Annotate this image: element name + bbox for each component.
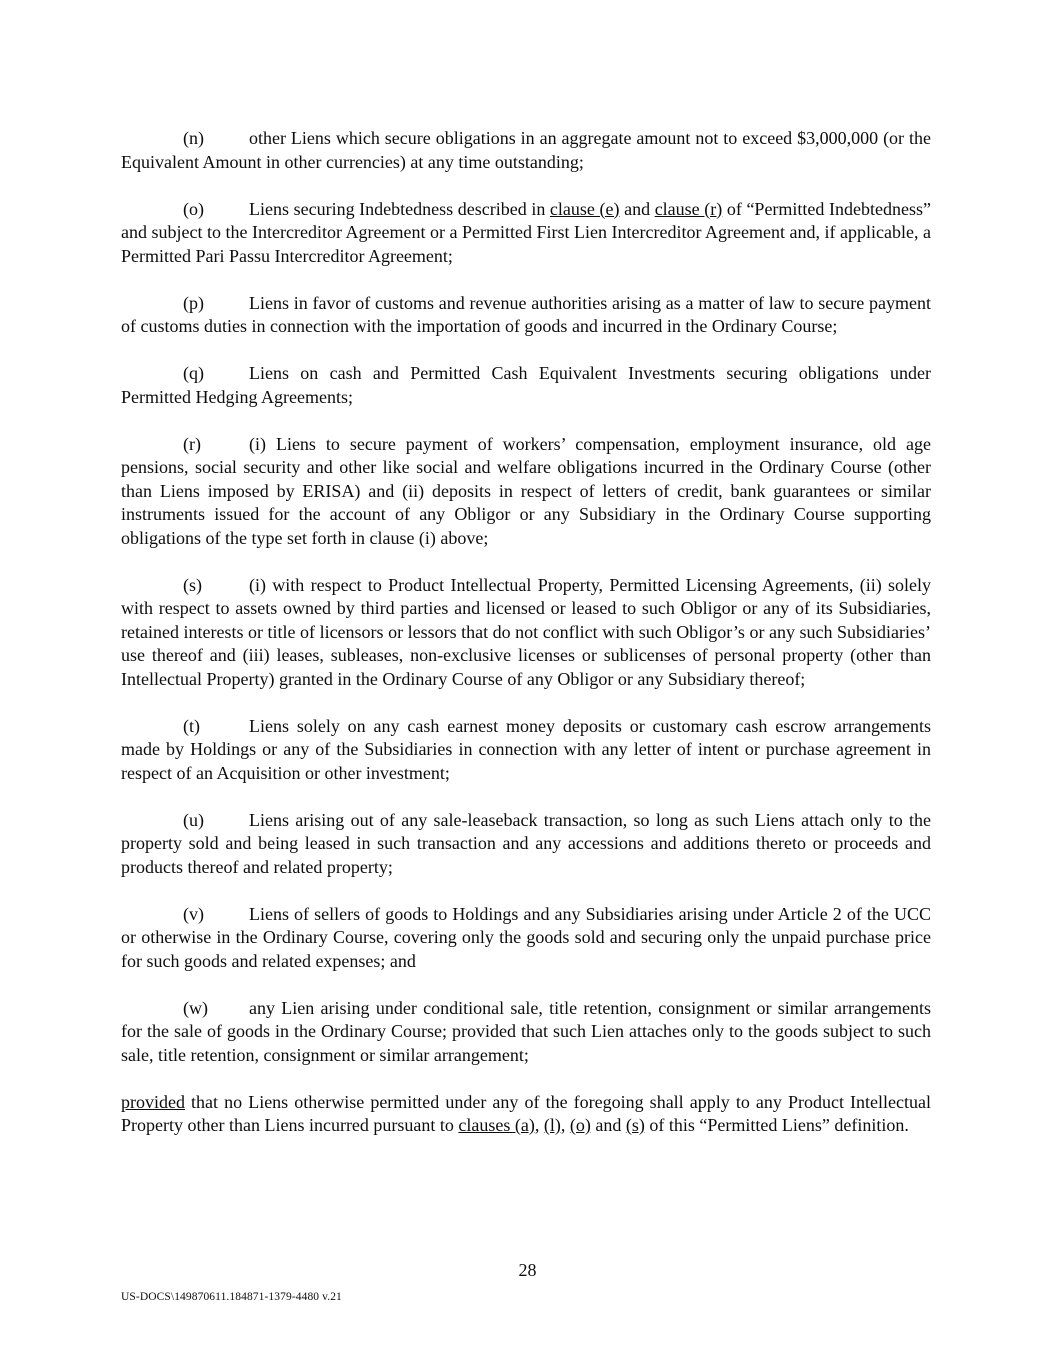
clause-label-s: (s) — [183, 574, 202, 595]
paragraph-r — [121, 433, 931, 551]
proviso-text: , — [560, 1115, 570, 1135]
clause-text-p: Liens in favor of customs and revenue authorities arising as a matter of law to secure payment of customs duties in connection with the importation of goods and incurred in the Ordinary Course; — [121, 292, 931, 336]
clause-text-n: other Liens which secure obligations in an aggregate amount not to exceed $3,000,000 (or the Equivalent Amount in other currencies) at any time outstanding; — [121, 128, 931, 172]
clause-label-r: (r) — [183, 433, 201, 454]
clause-label-q: (q) — [183, 363, 204, 383]
proviso-text: , — [534, 1115, 544, 1135]
paragraph-proviso — [121, 1091, 931, 1138]
clause-text-v: Liens of sellers of goods to Holdings and any Subsidiaries arising under Article 2 of the UCC or otherwise in the Ordinary Course, covering only the goods sold and securing only the unpaid purchase price for such goods and related expenses; and — [121, 903, 931, 971]
clause-text-t: Liens solely on any cash earnest money deposits or customary cash escrow arrangements made by Holdings or any of the Subsidiaries in connection with any letter of intent or purchase agreement in respect of an Acquisition or other investment; — [121, 715, 931, 783]
paragraph-n — [121, 127, 931, 174]
paragraph-w — [121, 997, 931, 1068]
clause-label-u: (u) — [183, 809, 204, 830]
clause-text-r: (i) Liens to secure payment of workers’ compensation, employment insurance, old age pensions, social security and other like social and welfare obligations incurred in the Ordinary Course (other than Liens imposed by ERISA) and (ii) deposits in respect of letters of credit, bank guarantees or similar instruments issued for the account of any Obligor or any Subsidiary in the Ordinary Course supporting obligations of the type set forth in clause (i) above; — [121, 433, 931, 548]
clause-label-w: (w) — [183, 997, 208, 1018]
clause-label-v: (v) — [183, 903, 204, 924]
clause-label-p: (p) — [183, 292, 204, 313]
clause-label-o: (o) — [183, 198, 204, 219]
paragraph-s — [121, 574, 931, 692]
cross-reference-clause-o: (o) — [569, 1115, 591, 1135]
proviso-text: of this “Permitted Liens” definition. — [644, 1115, 909, 1135]
cross-reference-clause-e: clause (e) — [549, 198, 620, 219]
paragraph-p — [121, 292, 931, 339]
clause-label-t: (t) — [183, 715, 200, 736]
proviso-text: that no Liens otherwise permitted under any of the foregoing shall apply to any Product Intellectual Property other than Liens incurred pursuant to — [121, 1091, 931, 1135]
clause-label-n: (n) — [183, 128, 204, 148]
cross-reference-clauses-a: clauses (a) — [458, 1115, 535, 1135]
paragraph-v — [121, 903, 931, 974]
clause-text-o: Liens securing Indebtedness described in — [249, 198, 550, 219]
cross-reference-clause-l: (l) — [543, 1115, 561, 1135]
clause-text-o: of “Permitted Indebtedness” and subject to the Intercreditor Agreement or a Permitted First Lien Intercreditor Agreement and, if applicable, a Permitted Pari Passu Intercreditor Agreement; — [121, 198, 931, 266]
cross-reference-clause-s: (s) — [625, 1115, 645, 1135]
body-text — [121, 127, 931, 1138]
clause-text-s: (i) with respect to Product Intellectual Property, Permitted Licensing Agreements, (ii) solely with respect to assets owned by third parties and licensed or leased to such Obligor or any of its Subsidiaries, retained interests or title of licensors or lessors that do not conflict with such Obligor’s or any such Subsidiaries’ use thereof and (iii) leases, subleases, non-exclusive licenses or sublicenses of personal property (other than Intellectual Property) granted in the Ordinary Course of any Obligor or any Subsidiary thereof; — [121, 574, 931, 689]
cross-reference-clause-r: clause (r) — [654, 198, 723, 219]
paragraph-q — [121, 362, 931, 409]
paragraph-u — [121, 809, 931, 880]
clause-text-u: Liens arising out of any sale-leaseback transaction, so long as such Liens attach only to the property sold and being leased in such transaction and any accessions and additions thereto or proceeds and products thereof and related property; — [121, 809, 931, 877]
proviso-text: and — [590, 1115, 626, 1135]
paragraph-t — [121, 715, 931, 786]
footer-doc-id: US-DOCS\149870611.184871-1379-4480 v.21 — [121, 1291, 342, 1303]
page-number: 28 — [518, 1260, 537, 1280]
proviso-keyword: provided — [121, 1091, 185, 1112]
clause-text-q: Liens on cash and Permitted Cash Equivalent Investments securing obligations under Permitted Hedging Agreements; — [121, 363, 931, 407]
paragraph-o — [121, 198, 931, 269]
clause-text-w: any Lien arising under conditional sale, title retention, consignment or similar arrangements for the sale of goods in the Ordinary Course; provided that such Lien attaches only to the goods subject to such sale, title retention, consignment or similar arrangement; — [121, 997, 931, 1065]
clause-text-o: and — [619, 198, 655, 219]
